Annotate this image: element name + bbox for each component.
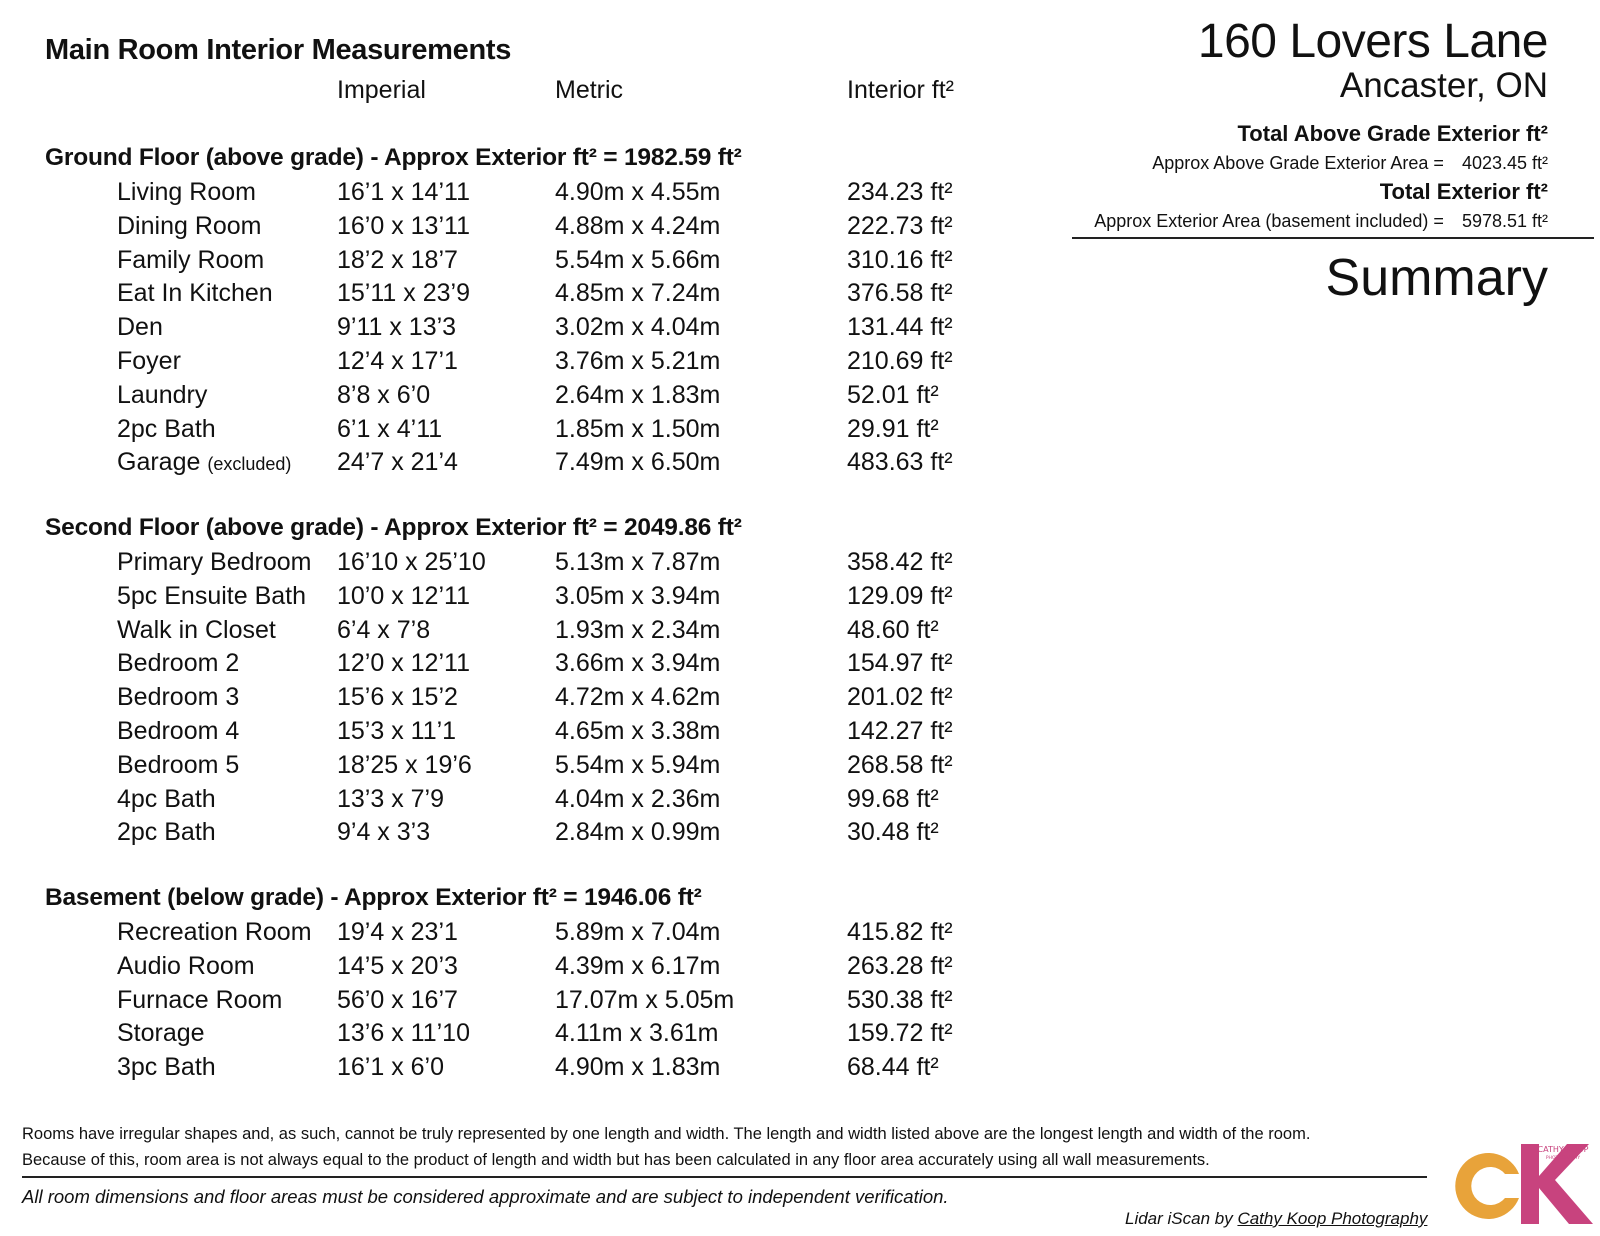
column-header-imperial: Imperial bbox=[337, 76, 426, 104]
room-area: 29.91 ft² bbox=[847, 414, 939, 443]
room-row bbox=[0, 1053, 1000, 1087]
room-area: 30.48 ft² bbox=[847, 818, 939, 847]
room-row bbox=[0, 918, 1000, 952]
room-imperial: 10’0 x 12’11 bbox=[337, 581, 470, 610]
room-row bbox=[0, 279, 1000, 313]
room-imperial: 12’0 x 12’11 bbox=[337, 649, 470, 678]
room-row bbox=[0, 649, 1000, 683]
logo-subtext: PHOTOGRAPHY bbox=[1545, 1156, 1581, 1161]
room-metric: 5.54m x 5.66m bbox=[555, 245, 721, 274]
summary-title: Summary bbox=[1325, 249, 1548, 307]
room-metric: 1.85m x 1.50m bbox=[555, 414, 721, 443]
room-name bbox=[117, 785, 216, 814]
room-area: 68.44 ft² bbox=[847, 1053, 939, 1082]
room-area: 201.02 ft² bbox=[847, 683, 953, 712]
room-area: 48.60 ft² bbox=[847, 615, 939, 644]
room-metric: 3.76m x 5.21m bbox=[555, 347, 721, 375]
room-name-text: Family Room bbox=[117, 245, 265, 274]
room-name bbox=[117, 1053, 216, 1082]
room-area: 154.97 ft² bbox=[847, 649, 953, 678]
room-row bbox=[0, 246, 1000, 280]
room-metric: 2.64m x 1.83m bbox=[555, 380, 721, 409]
above-grade-heading: Total Above Grade Exterior ft² bbox=[1237, 121, 1548, 146]
room-area: 415.82 ft² bbox=[847, 918, 953, 946]
room-metric: 2.84m x 0.99m bbox=[555, 818, 721, 847]
room-row bbox=[0, 582, 1000, 616]
room-name bbox=[117, 381, 207, 410]
room-area: 234.23 ft² bbox=[847, 178, 953, 206]
column-header-area: Interior ft² bbox=[847, 76, 954, 104]
credit-prefix: Lidar iScan by bbox=[1125, 1209, 1238, 1228]
room-area: 142.27 ft² bbox=[847, 717, 953, 745]
above-grade-line bbox=[1152, 153, 1548, 174]
total-exterior-heading: Total Exterior ft² bbox=[1379, 179, 1548, 204]
room-row bbox=[0, 313, 1000, 347]
room-metric: 7.49m x 6.50m bbox=[555, 448, 721, 477]
room-name-text: 2pc Bath bbox=[117, 818, 216, 847]
room-imperial: 16’1 x 14’11 bbox=[337, 178, 470, 206]
room-row bbox=[0, 415, 1000, 449]
room-row bbox=[0, 381, 1000, 415]
room-name-text: Den bbox=[117, 313, 163, 342]
room-name-text: Walk in Closet bbox=[117, 615, 276, 644]
room-metric: 4.90m x 1.83m bbox=[555, 1053, 721, 1082]
address-city: Ancaster, ON bbox=[1339, 66, 1548, 105]
room-name bbox=[117, 649, 239, 678]
room-row bbox=[0, 347, 1000, 381]
room-imperial: 16’0 x 13’11 bbox=[337, 211, 470, 240]
room-row bbox=[0, 717, 1000, 751]
room-name bbox=[117, 246, 264, 275]
room-imperial: 6’1 x 4’11 bbox=[337, 414, 443, 443]
disclaimer-line-1: Rooms have irregular shapes and, as such, cannot be truly represented by one length and width. The length and width listed above are the longest length and width of the room. bbox=[22, 1125, 1311, 1143]
room-area: 222.73 ft² bbox=[847, 211, 953, 240]
logo-text: CATHY KOOP bbox=[1537, 1145, 1589, 1154]
above-grade-label: Approx Above Grade Exterior Area = bbox=[1152, 153, 1444, 173]
room-imperial: 16’1 x 6’0 bbox=[337, 1053, 445, 1082]
room-name-text: Laundry bbox=[117, 380, 208, 409]
address-street: 160 Lovers Lane bbox=[1197, 15, 1548, 68]
room-imperial: 6’4 x 7’8 bbox=[337, 615, 431, 644]
room-name-text: Storage bbox=[117, 1019, 205, 1048]
room-row bbox=[0, 986, 1000, 1020]
room-row bbox=[0, 751, 1000, 785]
room-metric: 4.39m x 6.17m bbox=[555, 951, 721, 980]
room-row bbox=[0, 616, 1000, 650]
room-name-text: Bedroom 3 bbox=[117, 683, 240, 712]
room-area: 358.42 ft² bbox=[847, 548, 953, 576]
room-metric: 4.90m x 4.55m bbox=[555, 178, 721, 206]
room-metric: 3.05m x 3.94m bbox=[555, 581, 721, 610]
room-imperial: 19’4 x 23’1 bbox=[337, 918, 458, 946]
section-title: Basement (below grade) - Approx Exterior ft² = 1946.06 ft² bbox=[45, 884, 702, 911]
room-row bbox=[0, 1019, 1000, 1053]
room-imperial: 12’4 x 17’1 bbox=[337, 347, 458, 375]
room-imperial: 15’3 x 11’1 bbox=[337, 717, 457, 745]
room-metric: 5.54m x 5.94m bbox=[555, 750, 721, 779]
room-metric: 4.65m x 3.38m bbox=[555, 717, 721, 745]
room-imperial: 24’7 x 21’4 bbox=[337, 448, 458, 477]
room-area: 131.44 ft² bbox=[847, 313, 953, 342]
room-row bbox=[0, 785, 1000, 819]
room-name bbox=[117, 582, 306, 611]
room-name-text: Bedroom 4 bbox=[117, 717, 240, 745]
room-name-text: 2pc Bath bbox=[117, 414, 216, 443]
room-area: 99.68 ft² bbox=[847, 784, 939, 813]
room-area: 210.69 ft² bbox=[847, 347, 953, 375]
room-row bbox=[0, 818, 1000, 852]
logo-c-shape bbox=[1455, 1153, 1519, 1219]
room-area: 159.72 ft² bbox=[847, 1019, 953, 1048]
room-name-text: Recreation Room bbox=[117, 918, 312, 946]
room-imperial: 14’5 x 20’3 bbox=[337, 951, 458, 980]
room-note: (excluded) bbox=[207, 454, 292, 475]
credit bbox=[1125, 1209, 1427, 1229]
total-exterior-line bbox=[1094, 211, 1548, 232]
room-name-text: Living Room bbox=[117, 178, 256, 206]
room-metric: 3.66m x 3.94m bbox=[555, 649, 721, 678]
room-metric: 3.02m x 4.04m bbox=[555, 313, 721, 342]
total-exterior-value: 5978.51 ft² bbox=[1461, 211, 1548, 231]
room-name bbox=[117, 751, 239, 780]
room-name-text: Bedroom 5 bbox=[117, 750, 240, 779]
room-metric: 4.72m x 4.62m bbox=[555, 683, 721, 712]
room-metric: 1.93m x 2.34m bbox=[555, 615, 721, 644]
room-name-text: 4pc Bath bbox=[117, 784, 216, 813]
room-name-text: Eat In Kitchen bbox=[117, 279, 273, 308]
room-name bbox=[117, 279, 273, 308]
room-name bbox=[117, 986, 282, 1015]
room-row bbox=[0, 178, 1000, 212]
footer-divider bbox=[22, 1176, 1427, 1178]
room-area: 268.58 ft² bbox=[847, 750, 953, 779]
room-row bbox=[0, 952, 1000, 986]
section-title: Second Floor (above grade) - Approx Exterior ft² = 2049.86 ft² bbox=[45, 514, 742, 541]
room-row bbox=[0, 448, 1000, 482]
room-name bbox=[117, 178, 256, 207]
room-name bbox=[117, 1019, 205, 1048]
disclaimer-line-2: Because of this, room area is not always equal to the product of length and width but has been calculated in any floor area accurately using all wall measurements. bbox=[22, 1151, 1210, 1169]
room-metric: 4.88m x 4.24m bbox=[555, 211, 721, 240]
room-row bbox=[0, 548, 1000, 582]
room-imperial: 8’8 x 6’0 bbox=[337, 380, 431, 409]
room-imperial: 9’4 x 3’3 bbox=[337, 818, 431, 847]
room-metric: 5.13m x 7.87m bbox=[555, 548, 721, 576]
room-area: 263.28 ft² bbox=[847, 951, 953, 980]
room-metric: 4.11m x 3.61m bbox=[555, 1019, 719, 1048]
page-title: Main Room Interior Measurements bbox=[45, 34, 512, 66]
room-name bbox=[117, 717, 239, 746]
room-name bbox=[117, 818, 216, 847]
room-row bbox=[0, 212, 1000, 246]
room-name bbox=[117, 616, 276, 645]
room-name-text: Furnace Room bbox=[117, 985, 283, 1014]
room-name-text: Garage bbox=[117, 448, 201, 477]
room-area: 129.09 ft² bbox=[847, 581, 953, 610]
room-name-text: 5pc Ensuite Bath bbox=[117, 581, 307, 610]
room-imperial: 15’11 x 23’9 bbox=[337, 279, 470, 308]
ck-logo-icon bbox=[1447, 1140, 1595, 1224]
room-imperial: 9’11 x 13’3 bbox=[337, 313, 457, 342]
footer-note: All room dimensions and floor areas must be considered approximate and are subject to independent verification. bbox=[22, 1186, 949, 1207]
room-name bbox=[117, 347, 181, 376]
room-imperial: 18’25 x 19’6 bbox=[337, 750, 472, 779]
room-metric: 4.85m x 7.24m bbox=[555, 279, 721, 308]
room-name bbox=[117, 415, 216, 444]
disclaimer bbox=[22, 1121, 1442, 1173]
column-header-metric: Metric bbox=[555, 76, 624, 104]
room-name-text: Primary Bedroom bbox=[117, 548, 312, 576]
room-name-text: 3pc Bath bbox=[117, 1053, 216, 1082]
room-row bbox=[0, 683, 1000, 717]
above-grade-value: 4023.45 ft² bbox=[1461, 153, 1548, 173]
room-name-text: Dining Room bbox=[117, 211, 262, 240]
room-imperial: 56’0 x 16’7 bbox=[337, 985, 458, 1014]
room-name bbox=[117, 952, 255, 981]
room-metric: 4.04m x 2.36m bbox=[555, 784, 721, 813]
room-name bbox=[117, 918, 312, 947]
room-metric: 17.07m x 5.05m bbox=[555, 985, 735, 1014]
room-area: 52.01 ft² bbox=[847, 380, 939, 409]
room-name-text: Foyer bbox=[117, 347, 181, 375]
room-name bbox=[117, 313, 163, 342]
credit-link[interactable]: Cathy Koop Photography bbox=[1237, 1209, 1428, 1228]
room-name-text: Bedroom 2 bbox=[117, 649, 240, 678]
room-metric: 5.89m x 7.04m bbox=[555, 918, 721, 946]
room-imperial: 13’3 x 7’9 bbox=[337, 784, 445, 813]
total-exterior-label: Approx Exterior Area (basement included) = bbox=[1094, 211, 1444, 231]
room-imperial: 13’6 x 11’10 bbox=[337, 1019, 470, 1048]
summary-divider bbox=[1072, 237, 1594, 239]
room-area: 483.63 ft² bbox=[847, 448, 953, 477]
room-imperial: 16’10 x 25’10 bbox=[337, 548, 486, 576]
room-area: 310.16 ft² bbox=[847, 245, 953, 274]
room-imperial: 18’2 x 18’7 bbox=[337, 245, 458, 274]
room-name bbox=[117, 448, 291, 477]
room-name bbox=[117, 548, 312, 577]
room-name bbox=[117, 683, 239, 712]
room-imperial: 15’6 x 15’2 bbox=[337, 683, 458, 712]
room-name bbox=[117, 212, 262, 241]
room-area: 530.38 ft² bbox=[847, 985, 953, 1014]
section-title: Ground Floor (above grade) - Approx Exterior ft² = 1982.59 ft² bbox=[45, 144, 742, 171]
room-area: 376.58 ft² bbox=[847, 279, 953, 308]
room-name-text: Audio Room bbox=[117, 951, 255, 980]
